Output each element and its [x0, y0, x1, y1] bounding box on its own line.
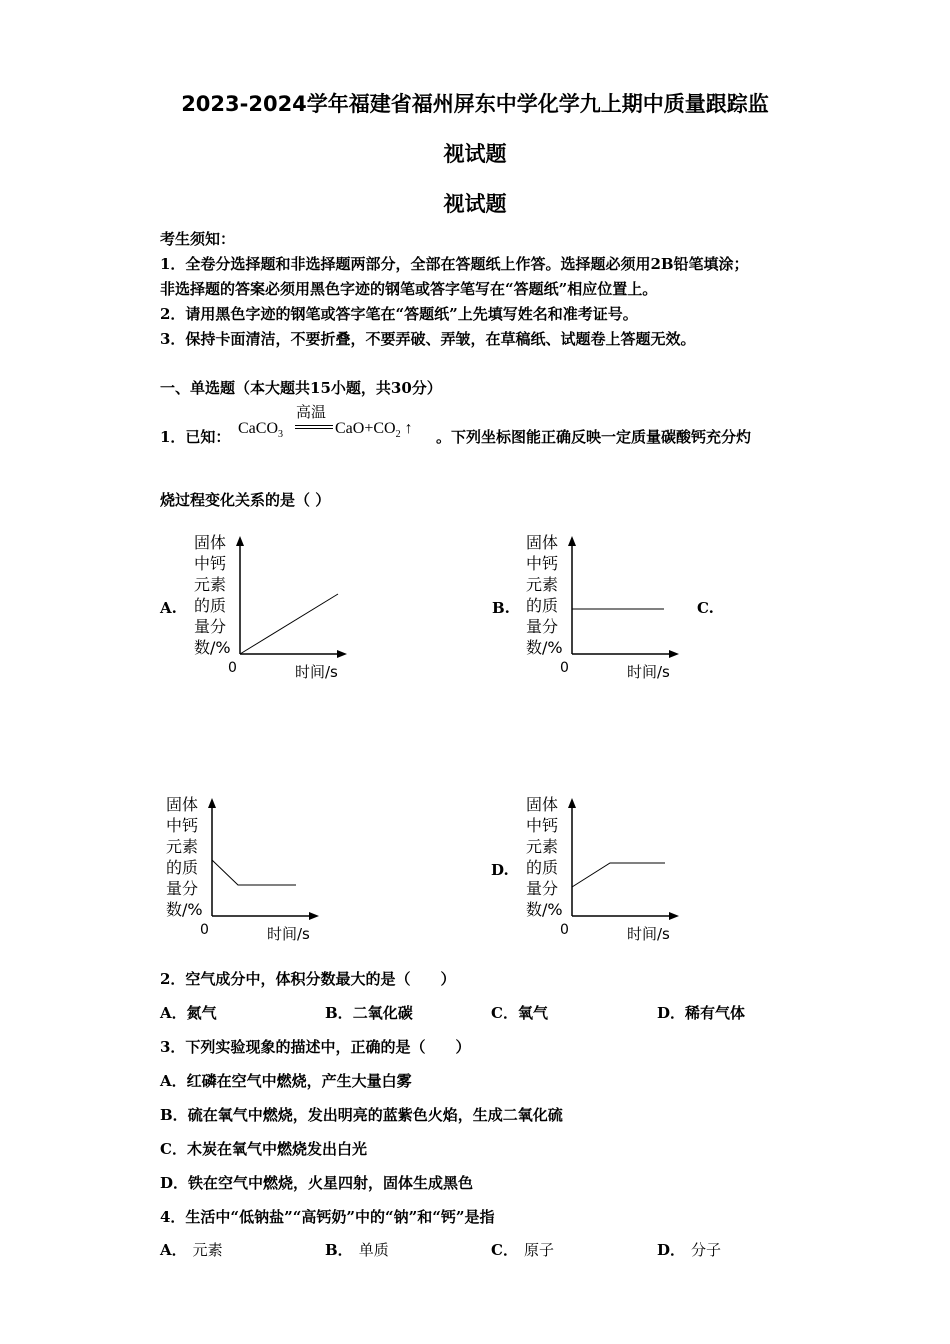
notice-item-1a: 1．全卷分选择题和非选择题两部分，全部在答题纸上作答。选择题必须用2B铅笔填涂； — [160, 255, 749, 273]
q4-stem: 4．生活中“低钠盐”“高钙奶”中的“钠”和“钙”是指 — [160, 1208, 495, 1226]
q4-option-b[interactable]: B． 单质 — [325, 1241, 389, 1259]
q1-gas-arrow: ↑ — [404, 420, 413, 437]
q1-reactant-sub: 3 — [278, 429, 283, 441]
q3-option-d[interactable]: D．铁在空气中燃烧，火星四射，固体生成黑色 — [160, 1174, 474, 1192]
q3-stem: 3．下列实验现象的描述中，正确的是（ ） — [160, 1038, 471, 1056]
graph-d-xlabel: 时间/s — [627, 925, 670, 943]
notice-item-1b: 非选择题的答案必须用黑色字迹的钢笔或答字笔写在“答题纸”相应位置上。 — [160, 280, 658, 298]
q1-option-d-label[interactable]: D. — [491, 861, 509, 879]
q1-stem-a: 。下列坐标图能正确反映一定质量碳酸钙充分灼 — [436, 428, 752, 446]
graph-c — [162, 794, 322, 944]
q2-option-a[interactable]: A．氮气 — [160, 1004, 217, 1022]
q1-condition: 高温 — [296, 405, 327, 421]
q2-option-b[interactable]: B．二氧化碳 — [325, 1004, 413, 1022]
q1-equals-sign — [295, 425, 333, 429]
graph-a-axes — [190, 532, 350, 682]
graph-c-curve — [212, 860, 296, 885]
q1-stem-b: 烧过程变化关系的是（ ） — [160, 491, 331, 509]
q4-option-c[interactable]: C． 原子 — [491, 1241, 554, 1259]
graph-a-xlabel: 时间/s — [295, 663, 338, 681]
graph-a-ylabel: 固体 中钙 元素 的质 量分 数/% — [194, 533, 231, 657]
q1-option-b-label[interactable]: B. — [492, 599, 510, 617]
graph-b-origin: 0 — [560, 660, 569, 676]
q4-option-d[interactable]: D． 分子 — [657, 1241, 722, 1259]
graph-d-ylabel: 固体 中钙 元素 的质 量分 数/% — [526, 795, 563, 919]
q3-option-a[interactable]: A．红磷在空气中燃烧，产生大量白雾 — [160, 1072, 412, 1090]
notice-item-3: 3．保持卡面清洁，不要折叠，不要弄破、弄皱，在草稿纸、试题卷上答题无效。 — [160, 330, 696, 348]
graph-b — [522, 532, 682, 682]
graph-c-xlabel: 时间/s — [267, 925, 310, 943]
q1-equation — [238, 420, 283, 440]
graph-b-axes — [522, 532, 682, 682]
q1-product-sub: 2 — [395, 429, 401, 441]
page-subtitle: 视试题 — [443, 192, 507, 216]
q3-option-b[interactable]: B．硫在氧气中燃烧，发出明亮的蓝紫色火焰，生成二氧化硫 — [160, 1106, 563, 1124]
graph-b-xlabel: 时间/s — [627, 663, 670, 681]
q1-product: CaO+CO — [335, 420, 396, 437]
q4-option-a[interactable]: A． 元素 — [160, 1241, 223, 1259]
graph-d-axes — [522, 794, 682, 944]
notice-heading: 考生须知： — [160, 230, 236, 248]
graph-a — [190, 532, 350, 682]
q2-option-c[interactable]: C．氧气 — [491, 1004, 548, 1022]
graph-d — [522, 794, 682, 944]
section-heading: 一、单选题（本大题共15小题，共30分） — [160, 379, 442, 397]
page-title: 2023-2024学年福建省福州屏东中学化学九上期中质量跟踪监 — [181, 92, 769, 116]
graph-d-curve — [572, 863, 665, 887]
graph-a-curve — [240, 594, 338, 654]
q2-stem: 2．空气成分中，体积分数最大的是（ ） — [160, 970, 456, 988]
q2-option-d[interactable]: D．稀有气体 — [657, 1004, 746, 1022]
graph-a-origin: 0 — [228, 660, 237, 676]
q1-option-c-label[interactable]: C. — [697, 599, 714, 617]
q1-prefix: 1．已知： — [160, 428, 231, 446]
page-title-line2: 视试题 — [443, 142, 507, 166]
graph-d-origin: 0 — [560, 922, 569, 938]
graph-b-ylabel: 固体 中钙 元素 的质 量分 数/% — [526, 533, 563, 657]
q1-products — [335, 420, 413, 440]
q3-option-c[interactable]: C．木炭在氧气中燃烧发出白光 — [160, 1140, 367, 1158]
q1-option-a-label[interactable]: A. — [160, 599, 177, 617]
graph-c-ylabel: 固体 中钙 元素 的质 量分 数/% — [166, 795, 203, 919]
graph-c-origin: 0 — [200, 922, 209, 938]
q1-reactant: CaCO — [238, 420, 278, 437]
notice-item-2: 2．请用黑色字迹的钢笔或答字笔在“答题纸”上先填写姓名和准考证号。 — [160, 305, 638, 323]
graph-c-axes — [162, 794, 322, 944]
